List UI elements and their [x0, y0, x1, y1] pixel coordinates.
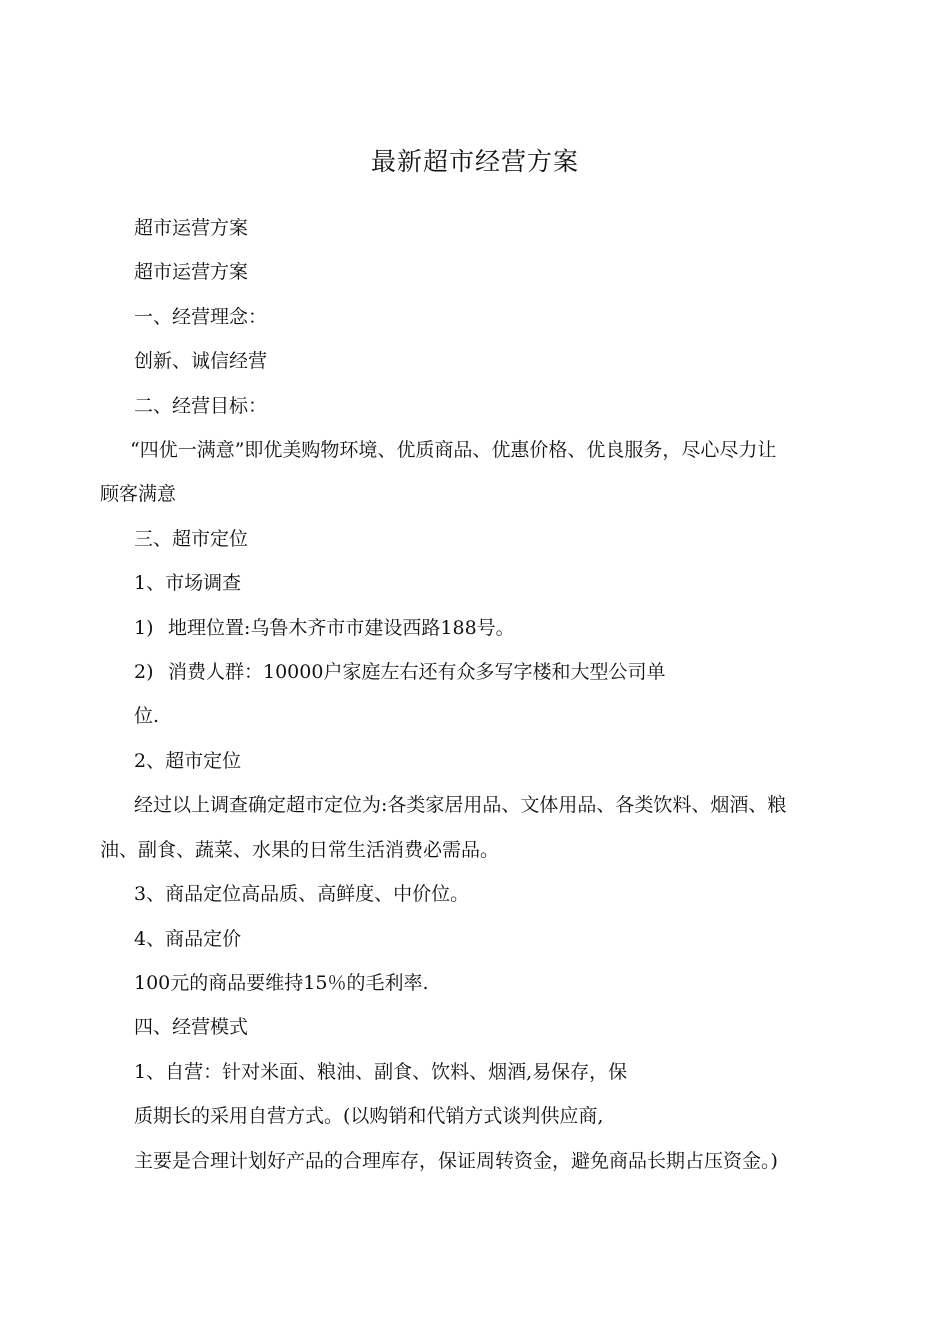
- item-text: 消费人群：10000户家庭左右还有众多写字楼和大型公司单: [168, 661, 666, 684]
- paragraph-continuation: 主要是合理计划好产品的合理库存，保证周转资金，避免商品长期占压资金。): [134, 1149, 778, 1172]
- subsection-heading: 4、商品定价: [134, 927, 242, 950]
- paragraph-continuation: 质期长的采用自营方式。(以购销和代销方式谈判供应商,: [134, 1105, 604, 1128]
- paragraph: 创新、诚信经营: [134, 350, 268, 373]
- item-number: 1): [134, 616, 154, 639]
- paragraph: “四优一满意”即优美购物环境、优质商品、优惠价格、优良服务，尽心尽力让: [130, 439, 777, 462]
- section-heading: 二、经营目标：: [134, 394, 268, 417]
- paragraph: 超市运营方案: [134, 261, 249, 284]
- paragraph-continuation: 油、副食、蔬菜、水果的日常生活消费必需品。: [100, 838, 500, 861]
- paragraph: 100元的商品要维持15％的毛利率.: [134, 971, 429, 994]
- subsection-heading: 2、超市定位: [134, 749, 242, 772]
- paragraph: 经过以上调查确定超市定位为:各类家居用品、文体用品、各类饮料、烟酒、粮: [134, 794, 787, 817]
- document-body: [100, 206, 860, 1183]
- subsection-heading: 3、商品定位高品质、高鲜度、中价位。: [134, 883, 470, 906]
- paragraph-continuation: 位.: [134, 705, 160, 728]
- section-heading: 四、经营模式: [134, 1016, 249, 1039]
- numbered-item: [100, 606, 860, 650]
- paragraph-continuation: 顾客满意: [100, 483, 177, 506]
- numbered-item: [100, 650, 860, 694]
- paragraph: 1、自营：针对米面、粮油、副食、饮料、烟酒,易保存，保: [134, 1060, 628, 1083]
- item-number: 2): [134, 661, 154, 684]
- paragraph: 超市运营方案: [134, 217, 249, 239]
- section-heading: 一、经营理念：: [134, 305, 268, 328]
- section-heading: 三、超市定位: [134, 527, 249, 550]
- item-text: 地理位置:乌鲁木齐市市建设西路188号。: [168, 616, 515, 639]
- document-title: 最新超市经营方案: [370, 147, 579, 176]
- subsection-heading: 1、市场调查: [134, 572, 242, 595]
